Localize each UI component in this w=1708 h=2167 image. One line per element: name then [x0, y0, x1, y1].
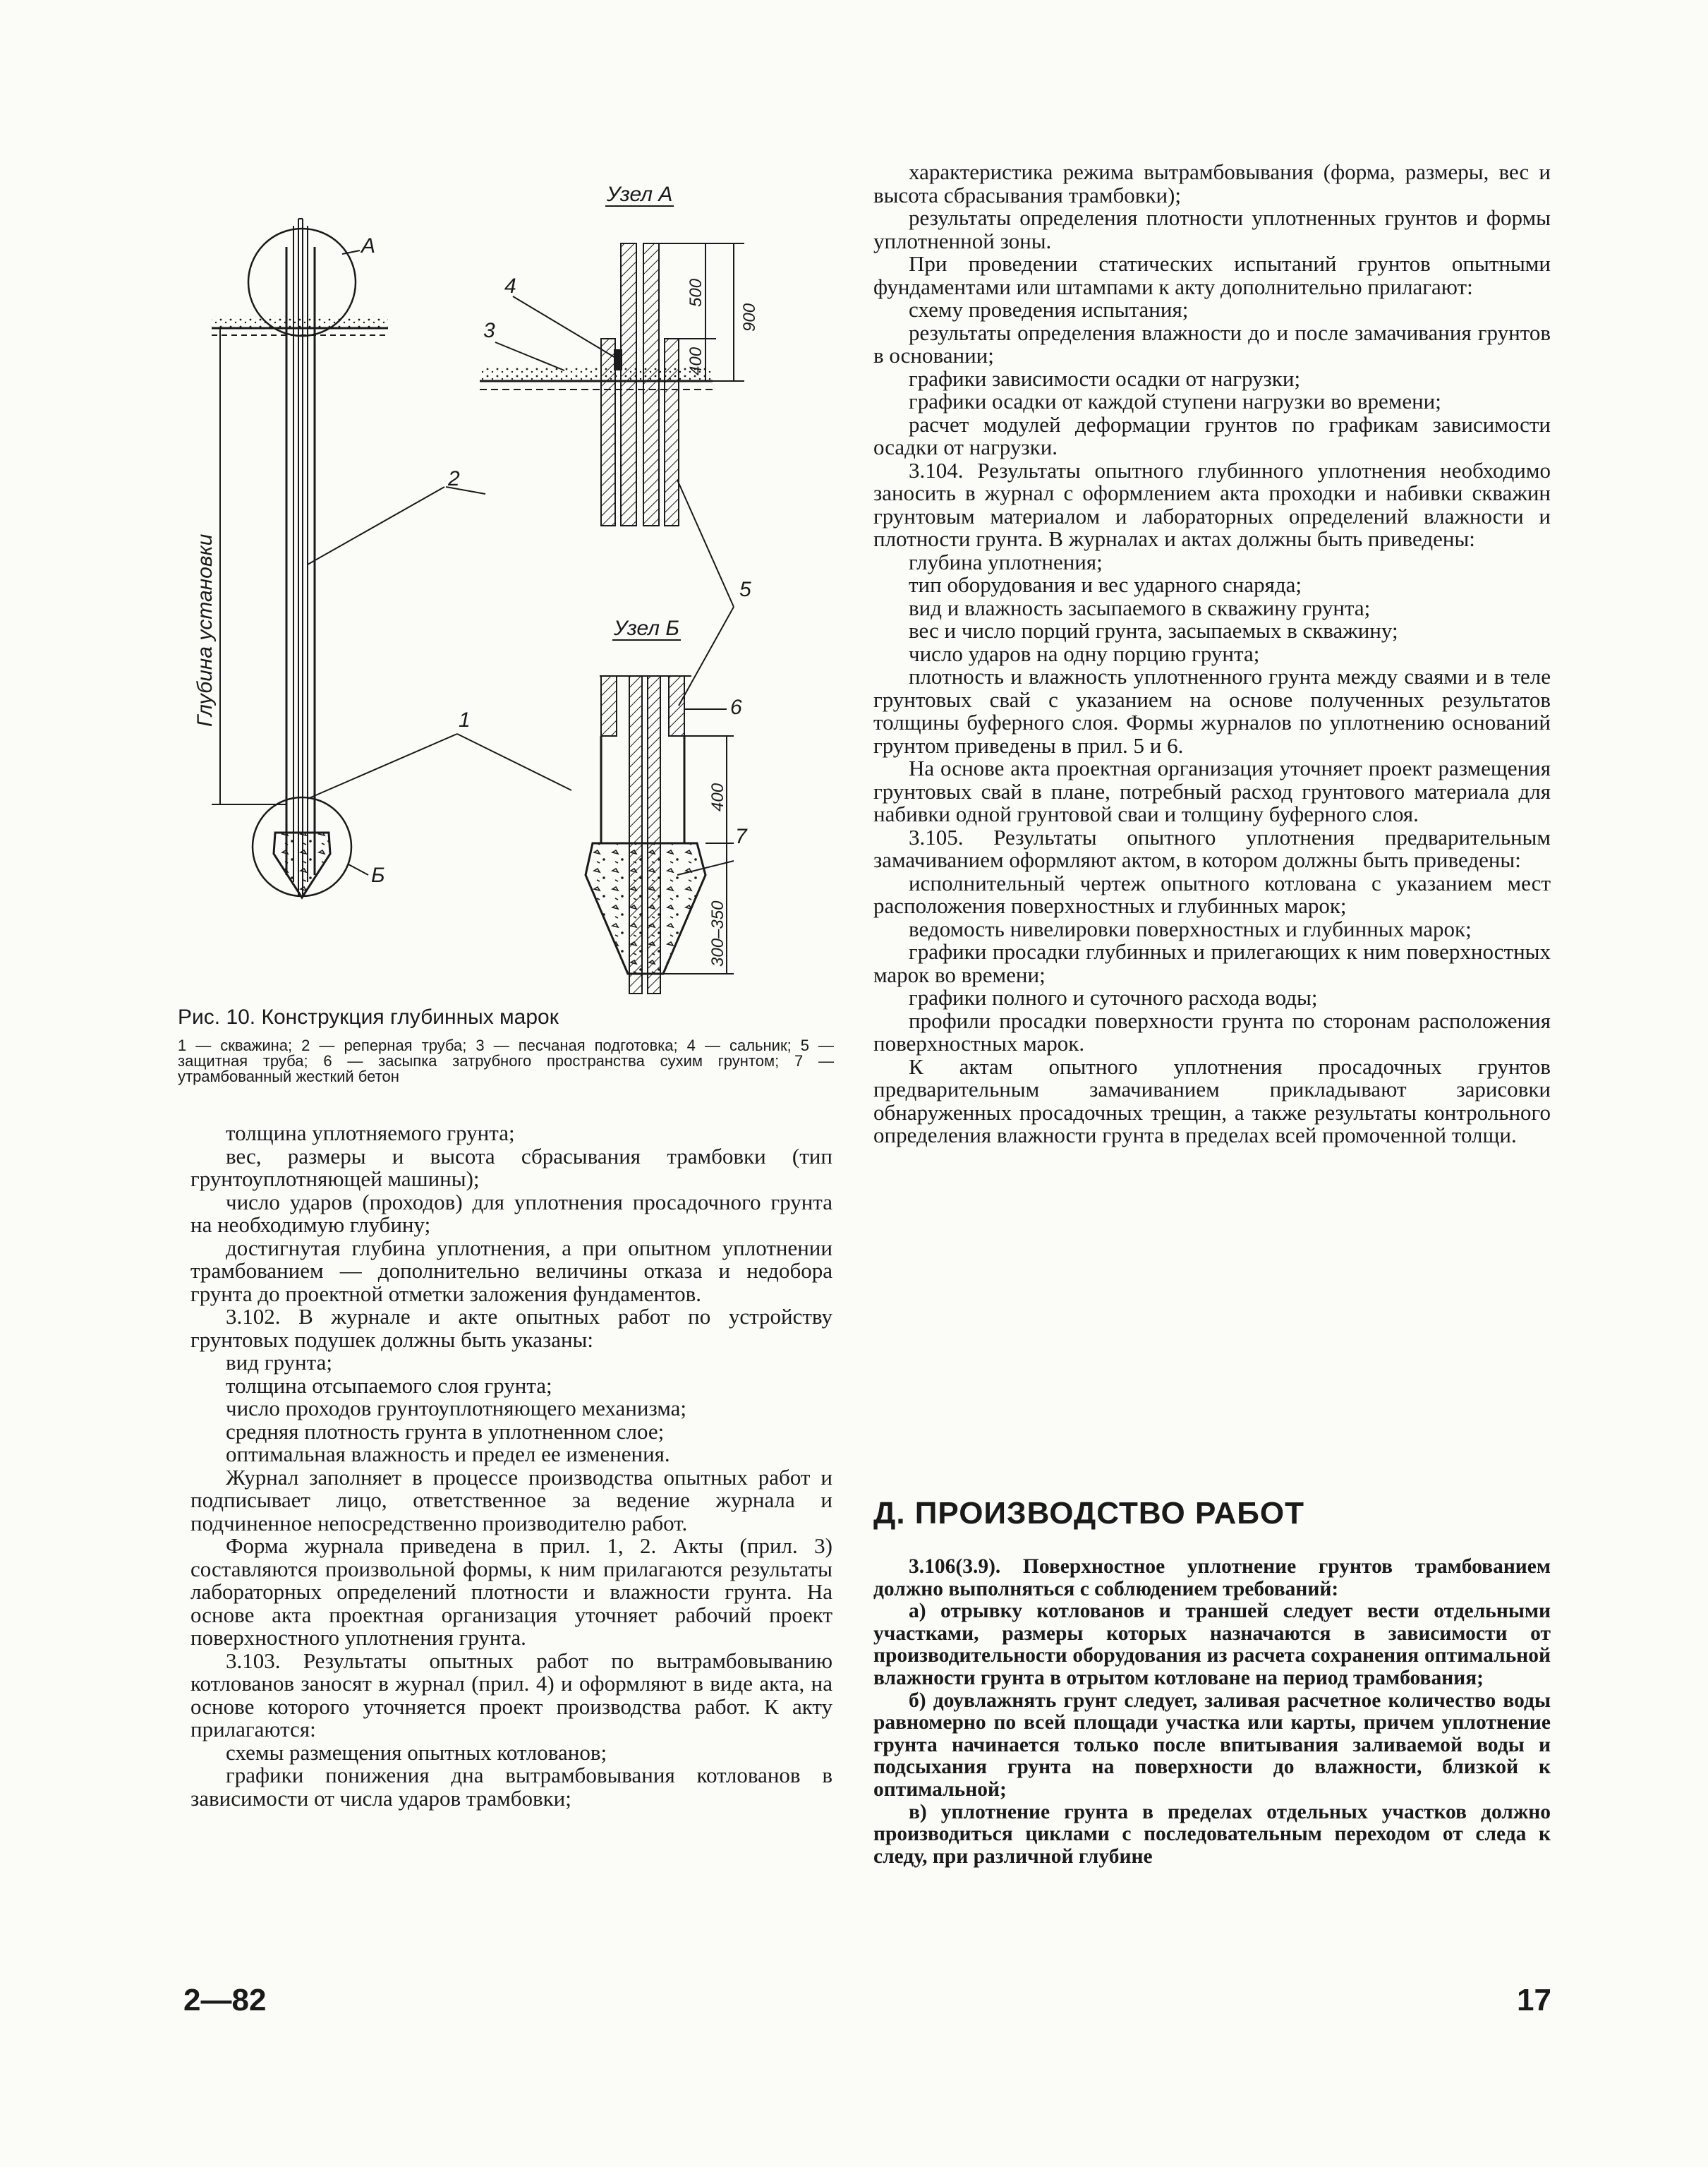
label-6: 6 — [730, 696, 742, 719]
paragraph: оптимальная влажность и предел ее изменения. — [226, 1442, 670, 1466]
paragraph: 3.105. Результаты опытного уплотнения предварительным замачиванием оформляют актом, в котором должны быть приведены: — [873, 824, 1551, 872]
paragraph: число ударов (проходов) для уплотнения просадочного грунта на необходимую глубину; — [190, 1189, 832, 1237]
paragraph: графики понижения дна вытрамбовывания котлованов в зависимости от числа ударов трамбовки; — [190, 1763, 832, 1811]
paragraph: плотность и влажность уплотненного грунта между сваями и в теле грунтовых свай с указанием на основе полученных результатов толщины буферного слоя. Формы журналов по уплотнению оснований грунтом приведены в прил. 5 и 6. — [873, 664, 1551, 758]
paragraph: характеристика режима вытрамбовывания (форма, размеры, вес и высота сбрасывания трамбовки); — [873, 159, 1551, 207]
label-4: 4 — [504, 274, 516, 298]
paragraph: число проходов грунтоуплотняющего механизма; — [226, 1396, 687, 1420]
dim-400b: 400 — [708, 783, 727, 811]
section-heading: Д. ПРОИЗВОДСТВО РАБОТ — [873, 1496, 1304, 1531]
paragraph: 3.104. Результаты опытного глубинного уплотнения необходимо заносить в журнал с оформлением акта проходки и набивки скважин грунтовым материалом и лабораторных определений влажности и плотности грунта. В журналах и актах должны быть приведены: — [873, 457, 1551, 551]
paragraph: достигнутая глубина уплотнения, а при опытном уплотнении трамбованием — дополнительно величины отказа и недобора грунта до проектной отметки заложения фундаментов. — [190, 1235, 832, 1306]
page-number: 17 — [1517, 1983, 1551, 2017]
paragraph: результаты определения влажности до и после замачивания грунтов в основании; — [873, 320, 1551, 368]
paragraph: толщина отсыпаемого слоя грунта; — [226, 1372, 552, 1398]
figure-caption — [178, 1006, 834, 1085]
paragraph: На основе акта проектная организация уточняет проект размещения грунтовых свай в плане, потребный расход грунтового материала для набивки одной грунтовой сваи и толщину буферного слоя. — [873, 756, 1551, 826]
figure-caption-title: Рис. 10. Конструкция глубинных марок — [178, 1006, 559, 1029]
main-view — [193, 219, 388, 1002]
node-a-detail — [480, 183, 759, 526]
paragraph: 3.106(3.9). Поверхностное уплотнение грунтов трамбованием должно выполняться с соблюдением требований: — [873, 1555, 1551, 1600]
dim-500: 500 — [686, 278, 705, 307]
dim-900: 900 — [740, 303, 759, 332]
dim-300-350: 300–350 — [708, 900, 727, 967]
paragraph: вид грунта; — [226, 1350, 332, 1375]
paragraph: Форма журнала приведена в прил. 1, 2. Акты (прил. 3) составляются произвольной формы, к ним прилагаются результаты лабораторных определений плотности и влажности грунта. На основе акта проектная организация уточняет рабочий проект поверхностного уплотнения грунта. — [190, 1533, 832, 1650]
label-1: 1 — [459, 708, 471, 732]
paragraph: К актам опытного уплотнения просадочных грунтов предварительным замачиванием прикладывают зарисовки обнаруженных просадочных трещин, а также результаты контрольного определения влажности грунта в пределах всей промоченной толщи. — [873, 1054, 1551, 1147]
label-a: А — [361, 234, 376, 258]
paragraph: вид и влажность засыпаемого в скважину грунта; — [909, 595, 1371, 620]
paragraph: графики просадки глубинных и прилегающих к ним поверхностных марок во времени; — [873, 939, 1551, 987]
depth-label: Глубина установки — [193, 533, 217, 727]
paragraph: а) отрывку котлованов и траншей следует вести отдельными участками, размеры которых назначаются в зависимости от производительности оборудования из расчета сохранения оптимальной влажности грунта в отрытом котловане на период трамбования; — [873, 1600, 1551, 1689]
node-b-title: Узел Б — [614, 617, 679, 640]
paragraph: профили просадки поверхности грунта по сторонам расположения поверхностных марок. — [873, 1008, 1551, 1056]
paragraph: 3.102. В журнале и акте опытных работ по устройству грунтовых подушек должны быть указаны: — [190, 1304, 832, 1352]
paragraph: исполнительный чертеж опытного котлована с указанием мест расположения поверхностных и глубинных марок; — [873, 870, 1551, 918]
paragraph: схемы размещения опытных котлованов; — [226, 1739, 607, 1765]
paragraph: При проведении статических испытаний грунтов опытными фундаментами или штампами к акту дополнительно прилагают: — [873, 251, 1551, 299]
paragraph: схему проведения испытания; — [909, 297, 1189, 322]
paragraph: результаты определения плотности уплотненных грунтов и формы уплотненной зоны. — [873, 205, 1551, 253]
paragraph: ведомость нивелировки поверхностных и глубинных марок; — [909, 916, 1472, 941]
page-code: 2—82 — [183, 1983, 267, 2017]
paragraph: расчет модулей деформации грунтов по графикам зависимости осадки от нагрузки. — [873, 411, 1551, 459]
paragraph: глубина уплотнения; — [909, 549, 1103, 574]
paragraph: Журнал заполняет в процессе производства опытных работ и подписывает лицо, ответственное за ведение журнала и подчиненное непосредственно производителю работ. — [190, 1464, 832, 1535]
paragraph: б) доувлажнять грунт следует, заливая расчетное количество воды равномерно по всей площади участка или карты, причем уплотнение грунта начинается только после впитывания заливаемой воды и подсыхания грунта на поверхности до влажности, близкой к оптимальной; — [873, 1689, 1551, 1801]
paragraph: вес, размеры и высота сбрасывания трамбовки (тип грунтоуплотняющей машины); — [190, 1143, 832, 1191]
paragraph: 3.103. Результаты опытных работ по вытрамбовыванию котлованов заносят в журнал (прил. 4) и оформляют в виде акта, на основе которого уточняется проект производства работ. К акту прилагаются: — [190, 1648, 832, 1742]
label-b: Б — [371, 864, 385, 887]
dim-400a: 400 — [686, 346, 705, 375]
paragraph: в) уплотнение грунта в пределах отдельных участков должно производиться циклами с последовательным переходом от следа к следу, при различной глубине — [873, 1800, 1551, 1868]
label-3: 3 — [483, 319, 495, 342]
paragraph: средняя плотность грунта в уплотненном слое; — [226, 1418, 665, 1444]
paragraph: тип оборудования и вес ударного снаряда; — [909, 572, 1302, 597]
figure-deep-marks — [169, 169, 776, 1002]
right-column — [873, 161, 1551, 1147]
label-5: 5 — [739, 578, 751, 601]
label-7: 7 — [735, 825, 747, 848]
paragraph: графики полного и суточного расхода воды; — [909, 985, 1318, 1010]
label-2: 2 — [448, 467, 460, 490]
node-a-title: Узел А — [607, 183, 673, 206]
paragraph: графики зависимости осадки от нагрузки; — [909, 366, 1301, 391]
paragraph: толщина уплотняемого грунта; — [226, 1121, 515, 1145]
right-column-bold — [873, 1556, 1551, 1868]
paragraph: графики осадки от каждой ступени нагрузки во времени; — [909, 389, 1441, 414]
paragraph: число ударов на одну порцию грунта; — [909, 641, 1260, 666]
node-b-detail — [586, 617, 748, 994]
left-column — [190, 1122, 832, 1810]
figure-legend: 1 — скважина; 2 — реперная труба; 3 — песчаная подготовка; 4 — сальник; 5 — защитная труба; 6 — засыпка затрубного пространства сухим грунтом; 7 — утрамбованный жесткий бетон — [178, 1037, 834, 1085]
paragraph: вес и число порций грунта, засыпаемых в скважину; — [909, 618, 1398, 643]
